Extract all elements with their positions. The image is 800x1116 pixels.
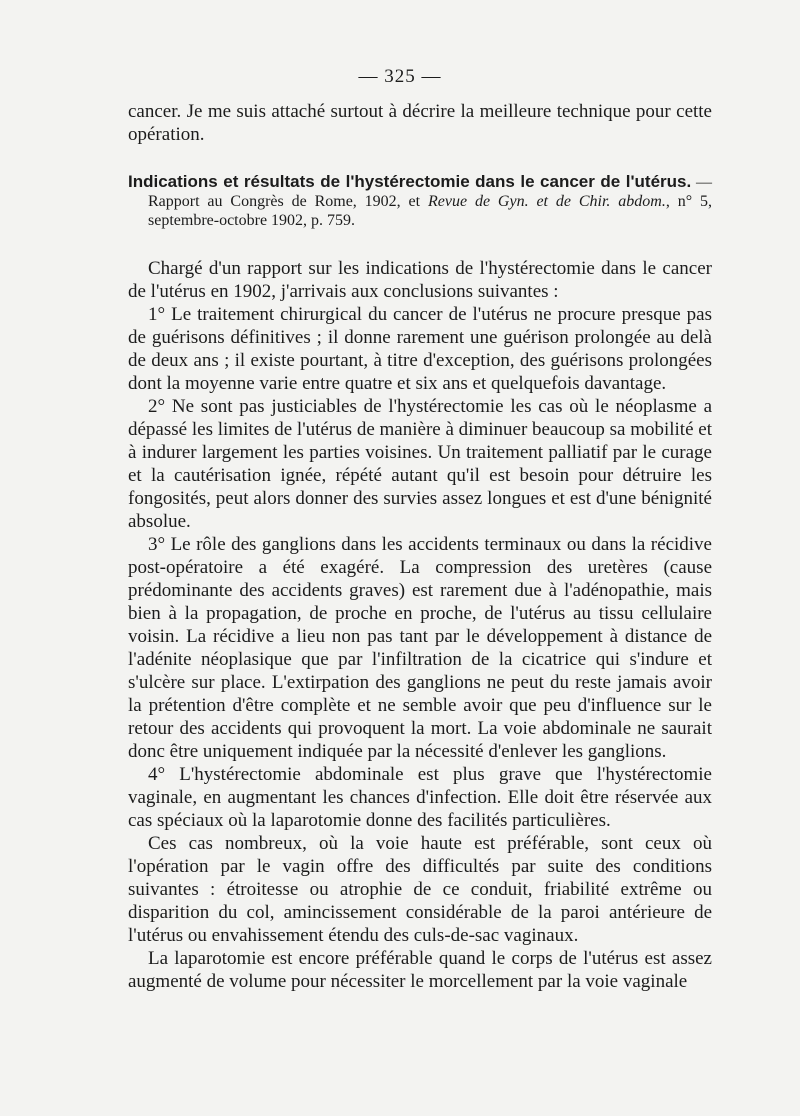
page-number: — 325 — xyxy=(358,66,442,87)
reference-suffix: , n° 5, septembre-octobre 1902, p. 759. xyxy=(148,193,713,229)
paragraph-2: 1° Le traitement chirurgical du cancer de l'utérus ne procure presque pas de guérisons définitives ; il donne rarement une guérison prolongée au delà de deux ans ; il existe pourtant, à titre d'exception, des guérisons prolongées dont la moyenne varie entre quatre et six ans et quelquefois davantage. xyxy=(128,304,712,394)
section-title: Indications et résultats de l'hystérectomie dans le cancer de l'utérus. xyxy=(128,172,692,191)
paragraph-1: Chargé d'un rapport sur les indications de l'hystérectomie dans le cancer de l'utérus en 1902, j'arrivais aux conclusions suivantes : xyxy=(128,258,712,302)
section-heading xyxy=(128,172,712,230)
paragraph-6: Ces cas nombreux, où la voie haute est préférable, sont ceux où l'opération par le vagin offre des difficultés par suite des conditions suivantes : étroitesse ou atrophie de ce conduit, friabilité extrême ou disparition du col, amincissement considérable de la paroi antérieure de l'utérus ou envahissement étendu des culs-de-sac vaginaux. xyxy=(128,833,712,946)
paragraph-4: 3° Le rôle des ganglions dans les accidents terminaux ou dans la récidive post-opératoire a été exagéré. La compression des uretères (cause prédominante des accidents graves) est rarement due à l'adénopathie, mais bien à la propagation, de proche en proche, de l'utérus au tissu cellulaire voisin. La récidive a lieu non pas tant par le développement à distance de l'adénite néoplasique que par l'infiltration de la cicatrice qui s'indure et s'ulcère sur place. L'extirpation des ganglions ne peut du reste jamais avoir la prétention d'être complète et ne semble avoir que peu d'influence sur le retour des accidents qui provoquent la mort. La voie abdominale ne saurait donc être uniquement indiquée par la nécessité d'enlever les ganglions. xyxy=(128,534,712,762)
reference-prefix: — Rapport au Congrès de Rome, 1902, et xyxy=(148,174,712,210)
intro-paragraph: cancer. Je me suis attaché surtout à décrire la meilleure technique pour cette opération. xyxy=(128,101,712,145)
paragraph-7: La laparotomie est encore préférable quand le corps de l'utérus est assez augmenté de volume pour nécessiter le morcellement par la voie vaginale xyxy=(128,948,712,992)
body-text xyxy=(128,100,712,993)
reference-journal: Revue de Gyn. et de Chir. abdom. xyxy=(427,193,666,210)
paragraph-5: 4° L'hystérectomie abdominale est plus grave que l'hystérectomie vaginale, en augmentant les chances d'infection. Elle doit être réservée aux cas spéciaux où la laparotomie donne des facilités particulières. xyxy=(128,764,712,831)
paragraph-3: 2° Ne sont pas justiciables de l'hystérectomie les cas où le néoplasme a dépassé les limites de l'utérus de manière à diminuer beaucoup sa mobilité et à indurer largement les parties voisines. Un traitement palliatif par le curage et la cautérisation ignée, répété autant qu'il est besoin pour détruire les fongosités, peut alors donner des survies assez longues et est d'une bénignité absolue. xyxy=(128,396,712,532)
